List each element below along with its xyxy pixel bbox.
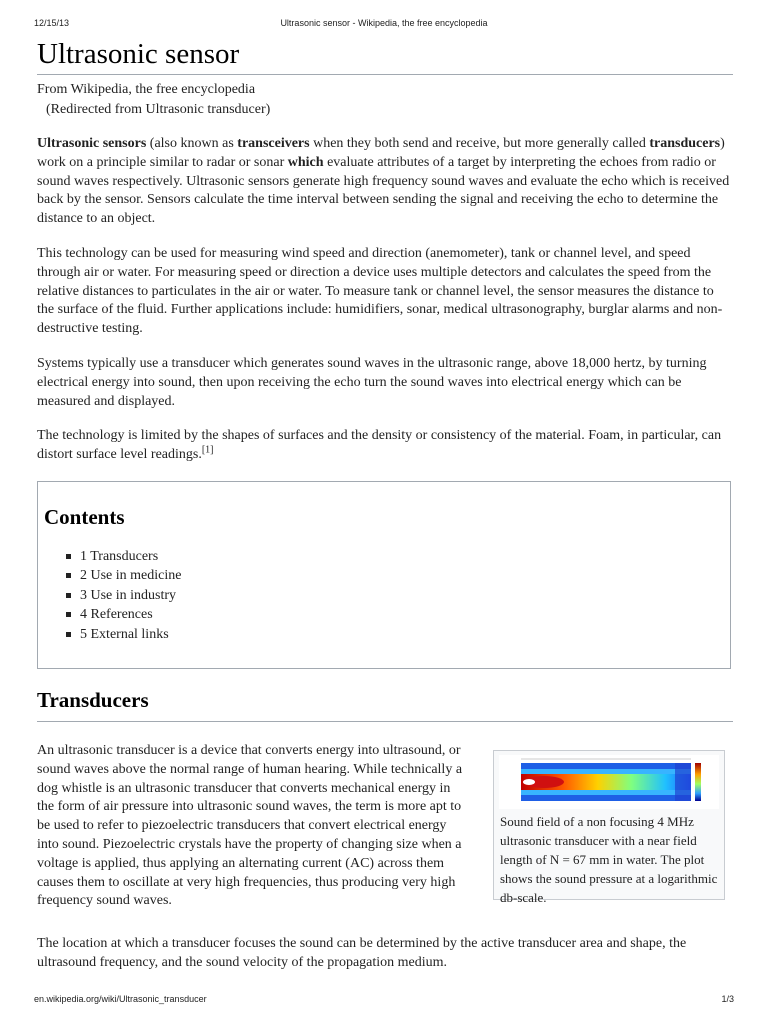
site-subtitle: From Wikipedia, the free encyclopedia — [37, 82, 256, 97]
intro-paragraph-2: This technology can be used for measuring wind speed and direction (anemometer), tank or channel level, and speed through air or water. For measuring speed or direction a device uses multiple detectors and calculates the speed from the relative distances to particulates in the air or water. To measure tank or channel level, the sensor measures the distance to the surface of the fluid. Further applications include: humidifiers, sonar, medical ultrasonography, burglar alarms and non-destructive testing. — [37, 245, 723, 337]
toc-item[interactable]: 1 Transducers — [66, 547, 724, 567]
citation-anchor[interactable]: [1] — [201, 444, 214, 456]
table-of-contents — [37, 481, 731, 669]
bold-term-transducers: transducers — [649, 136, 721, 151]
intro-paragraph-3: Systems typically use a transducer which generates sound waves in the ultrasonic range, above 18,000 hertz, by turning electrical energy into sound, then upon receiving the echo turn the sound waves into electrical energy which can be measured and displayed. — [37, 355, 707, 409]
bold-term-transceivers: transceivers — [237, 136, 310, 151]
transducers-paragraph-2: The location at which a transducer focuses the sound can be determined by the active transducer area and shape, the ultrasound frequency, and the sound velocity of the propagation medium. — [37, 935, 687, 970]
bold-term-which: which — [287, 154, 324, 170]
toc-list — [66, 547, 724, 645]
figure-caption: Sound field of a non focusing 4 MHz ultrasonic transducer with a near field length of N = 67 mm in water. The plot shows the sound pressure at a logarithmic db-scale. — [500, 813, 718, 905]
article — [37, 36, 733, 973]
toc-title: Contents — [44, 504, 125, 529]
print-date: 12/15/13 — [34, 18, 70, 28]
print-page-number: 1/3 — [721, 994, 734, 1004]
intro-text: ) work on a principle similar to radar or sonar — [37, 136, 725, 170]
intro-paragraph-4 — [37, 427, 733, 465]
redirect-note[interactable]: (Redirected from Ultrasonic transducer) — [46, 102, 271, 117]
print-url: en.wikipedia.org/wiki/Ultrasonic_transducer — [34, 994, 207, 1004]
toc-item[interactable]: 2 Use in medicine — [66, 566, 724, 586]
page-title: Ultrasonic sensor — [37, 36, 733, 75]
intro-text: (also known as — [146, 136, 238, 151]
sound-field-plot-image[interactable] — [499, 755, 719, 809]
bold-term-ultrasonic-sensors: Ultrasonic sensors — [37, 136, 147, 151]
intro-text: The technology is limited by the shapes of surfaces and the density or consistency of the material. Foam, in particular, can distort surface level readings. — [37, 428, 722, 463]
intro-paragraph-1 — [37, 135, 733, 229]
intro-text: when they both send and receive, but more generally called — [309, 136, 650, 151]
intro-text: evaluate attributes of a target by interpreting the echoes from radio or sound waves respectively. Ultrasonic sensors generate high frequency sound waves and evaluate the echo which is received back by the sensor. Sensors calculate the time interval between sending the signal and receiving the echo to determine the distance to an object. — [37, 154, 730, 227]
citation-link[interactable] — [202, 445, 214, 456]
section-heading-transducers: Transducers — [37, 685, 733, 722]
print-page-title: Ultrasonic sensor - Wikipedia, the free encyclopedia — [280, 18, 488, 28]
toc-item[interactable]: 3 Use in industry — [66, 586, 724, 606]
toc-item[interactable]: 4 References — [66, 605, 724, 625]
figure-thumbnail — [493, 750, 725, 905]
toc-item[interactable]: 5 External links — [66, 625, 724, 645]
transducers-paragraph-1: An ultrasonic transducer is a device that converts energy into ultrasound, or sound waves above the normal range of human hearing. While technically a dog whistle is an ultrasonic transducer that converts mechanical energy in the form of air pressure into ultrasonic sound waves, the term is more apt to be used to refer to piezoelectric transducers that convert electrical energy into sound. Piezoelectric crystals have the property of changing size when a voltage is applied, thus applying an alternating current (AC) across them causes them to oscillate at very high frequencies, thus producing very high frequency sound waves. — [37, 742, 463, 909]
transducers-section-body — [37, 742, 733, 918]
